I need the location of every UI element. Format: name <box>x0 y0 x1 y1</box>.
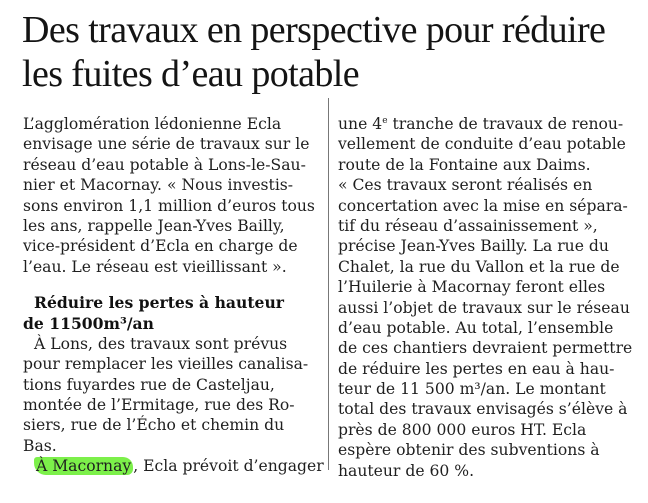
text-line: réseau d’eau potable à Lons-le-Sau- <box>23 155 306 174</box>
text-line: envisage une série de travaux sur le <box>23 135 310 154</box>
text-line: montée de l’Ermitage, rue des Ro- <box>23 396 295 415</box>
text-span: tranche de travaux de renou- <box>387 115 624 133</box>
highlighted-text: À Macornay <box>36 457 132 476</box>
text-line: de réduire les pertes en eau à hau- <box>338 359 615 378</box>
subheading-line: Réduire les pertes à hauteur <box>34 293 285 313</box>
subheading-line: de 11500m³/an <box>23 313 154 333</box>
text-line: sons environ 1,1 million d’euros tous <box>23 196 315 215</box>
text-line <box>23 456 324 476</box>
text-line: d’eau potable. Au total, l’ensemble <box>338 318 614 337</box>
left-column <box>23 114 324 477</box>
text-line: espère obtenir des subventions à <box>338 441 600 460</box>
superscript: e <box>382 115 388 126</box>
text-line: de ces chantiers devraient permettre <box>338 339 633 358</box>
text-span: , Ecla prévoit d’engager <box>133 457 324 476</box>
text-line: siers, rue de l’Écho et chemin du <box>23 416 285 435</box>
text-line <box>338 114 634 134</box>
text-line: teur de 11 500 m³/an. Le montant <box>338 380 606 399</box>
text-line: Bas. <box>23 436 57 455</box>
text-line: tions fuyardes rue de Casteljau, <box>23 375 275 394</box>
text-line: vice-président d’Ecla en charge de <box>23 237 298 256</box>
subheading <box>23 293 319 334</box>
text-span: une 4 <box>338 115 383 133</box>
text-line: vellement de conduite d’eau potable <box>338 135 626 154</box>
text-line: l’eau. Le réseau est vieillissant ». <box>23 257 287 276</box>
text-line: aussi l’objet de travaux sur le réseau <box>338 298 630 317</box>
text-line: route de la Fontaine aux Daims. <box>338 155 591 174</box>
text-line: précise Jean-Yves Bailly. La rue du <box>338 237 609 256</box>
text-line: Chalet, la rue du Vallon et la rue de <box>338 257 620 276</box>
text-line: L’agglomération lédonienne Ecla <box>23 115 282 133</box>
column-divider <box>328 98 329 470</box>
intro-paragraph <box>23 114 319 277</box>
headline-line: les fuites d’eau potable <box>22 53 359 95</box>
text-line: « Ces travaux seront réalisés en <box>338 176 593 195</box>
body-paragraph <box>23 334 324 477</box>
text-line: l’Huilerie à Macornay feront elles <box>338 278 606 297</box>
text-line: pour remplacer les vieilles canalisa- <box>23 355 309 374</box>
article-headline <box>22 8 642 96</box>
text-line: près de 800 000 euros HT. Ecla <box>338 420 587 439</box>
margin-mark <box>0 185 6 225</box>
text-line: concertation avec la mise en sépara- <box>338 196 628 215</box>
text-line: nier et Macornay. « Nous investis- <box>23 176 294 195</box>
text-line: les ans, rappelle Jean-Yves Bailly, <box>23 216 285 235</box>
right-column <box>338 114 634 481</box>
text-line: total des travaux envisagés s’élève à <box>338 400 628 419</box>
text-line: hauteur de 60 %. <box>338 461 475 480</box>
text-line: À Lons, des travaux sont prévus <box>34 334 288 353</box>
headline-line: Des travaux en perspective pour réduire <box>22 9 606 51</box>
text-line: tif du réseau d’assainissement », <box>338 216 598 235</box>
